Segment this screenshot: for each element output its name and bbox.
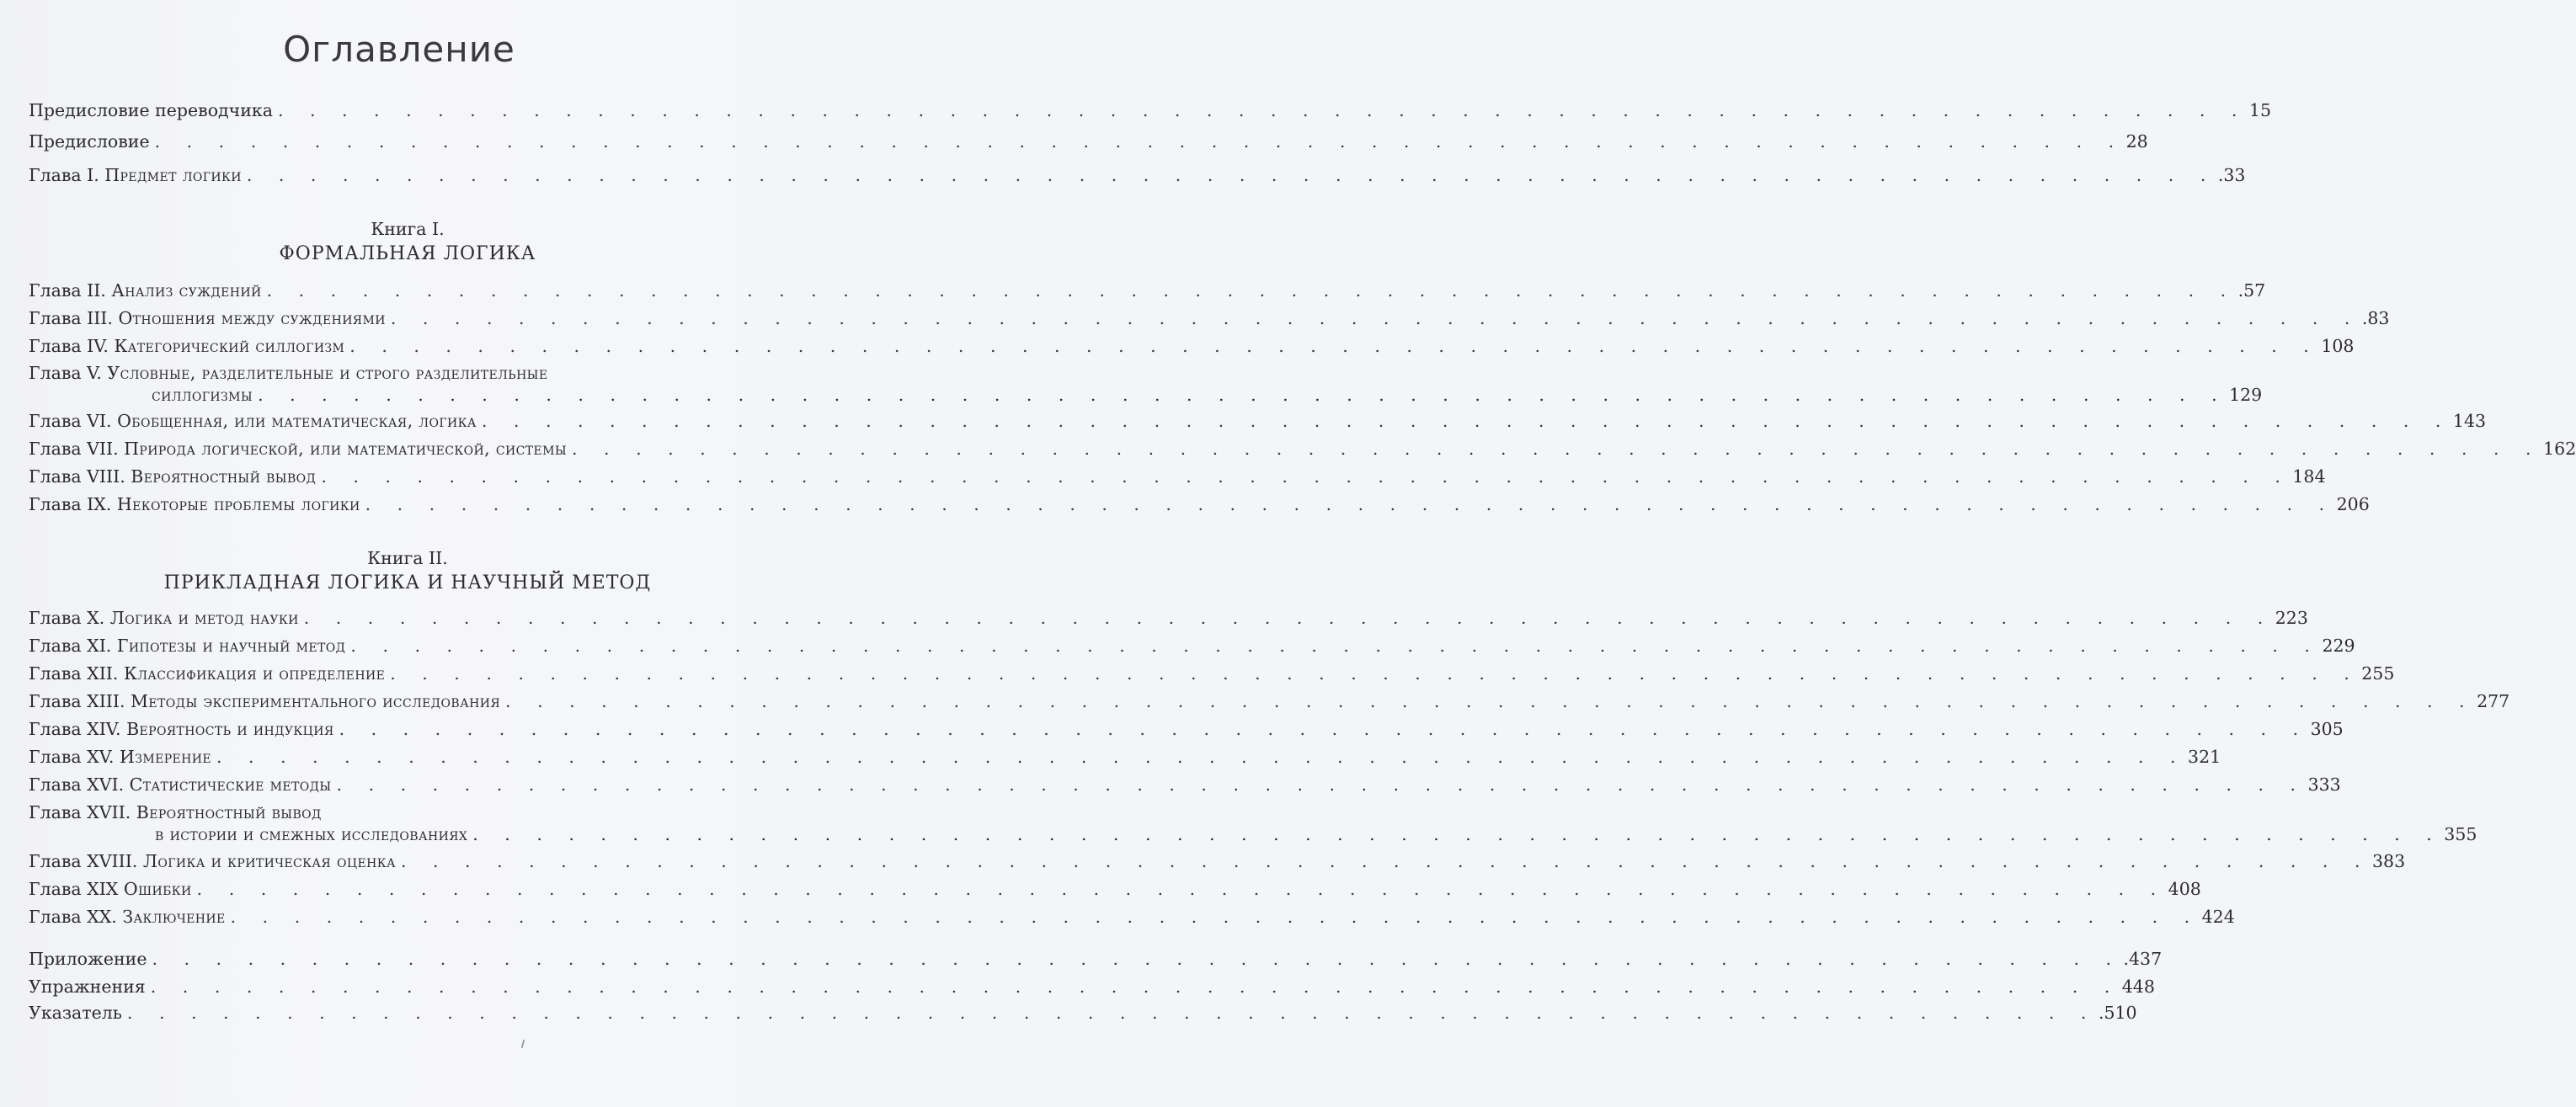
toc-entry-chapter-17[interactable] [29,801,2477,845]
page-number: 383 [2371,851,2406,871]
entry-label: Предисловие переводчика [29,100,273,120]
leader-dots: . . . . . . . . . . . . . . . . . . . . . . . . . . . . . . . . . . . . . . . . . . . . . . . . . . . . . . . . . . . . . . [390,663,2360,684]
entry-label: Приложение [29,949,147,969]
chapter-number: Глава XIII. [29,691,125,711]
book-2-heading [0,546,815,596]
chapter-title: Предмет логики [104,165,242,185]
toc-entry-exercises[interactable] [29,976,2155,998]
leader-dots: . . . . . . . . . . . . . . . . . . . . . . . . . . . . . . . . . . . . . . . . . . . . . . . . . . . . . . . . . . . . . . [481,411,2451,431]
toc-entry-chapter-4[interactable] [29,335,2355,357]
chapter-title: Анализ суждений [111,280,262,301]
chapter-title: Логика и критическая оценка [142,851,396,871]
leader-dots: . . . . . . . . . . . . . . . . . . . . . . . . . . . . . . . . . . . . . . . . . . . . . . . . . . . . . . . . . . . . . . [150,977,2120,997]
page-number: 355 [2444,824,2477,844]
leader-dots: . . . . . . . . . . . . . . . . . . . . . . . . . . . . . . . . . . . . . . . . . . . . . . . . . . . . . . . . . . . . . . [572,439,2542,459]
chapter-title: Обобщенная, или математическая, логика [117,411,477,431]
chapter-title: Вероятностный вывод [136,802,322,822]
leader-dots: . . . . . . . . . . . . . . . . . . . . . . . . . . . . . . . . . . . . . . . . . . . . . . . . . . . . . . . . . . . . . . [266,280,2237,301]
page-number: 321 [2188,747,2221,767]
page-number: 162 [2543,439,2576,459]
chapter-number: Глава XIX [29,879,119,899]
toc-entry-chapter-14[interactable] [29,718,2344,740]
leader-dots: . . . . . . . . . . . . . . . . . . . . . . . . . . . . . . . . . . . . . . . . . . . . . . . . . . . . . . . . . . . . . . [390,308,2360,328]
paper-mark [521,1040,525,1048]
chapter-title-continued: в истории и смежных исследованиях [155,824,468,844]
leader-dots: . . . . . . . . . . . . . . . . . . . . . . . . . . . . . . . . . . . . . . . . . . . . . . . . . . . . . . . . . . . . . . [400,851,2371,871]
chapter-title: Заключение [122,907,226,927]
page-number: 229 [2322,636,2355,656]
chapter-title: Ошибки [123,879,192,899]
toc-entry-chapter-1[interactable] [29,164,2246,186]
page-number: .510 [2098,1003,2137,1023]
toc-entry-chapter-12[interactable] [29,663,2395,684]
leader-dots: . . . . . . . . . . . . . . . . . . . . . . . . . . . . . . . . . . . . . . . . . . . . . . . . . . . . . . . . . . . . . . [350,636,2321,656]
toc-entry-appendix[interactable] [29,948,2163,970]
toc-entry-index[interactable] [29,1002,2137,1024]
page-number: 15 [2248,100,2272,120]
leader-dots: . . . . . . . . . . . . . . . . . . . . . . . . . . . . . . . . . . . . . . . . . . . . . . . . . . . . . . . . . . . . . . [321,466,2291,487]
book-title: ПРИКЛАДНАЯ ЛОГИКА И НАУЧНЫЙ МЕТОД [163,572,652,593]
chapter-title: Отношения между суждениями [118,308,386,328]
toc-entry-chapter-19[interactable] [29,878,2201,900]
chapter-title: Природа логической, или математической, системы [124,439,568,459]
chapter-number: Глава XIV. [29,719,121,739]
page-number: .57 [2237,280,2266,301]
leader-dots: . . . . . . . . . . . . . . . . . . . . . . . . . . . . . . . . . . . . . . . . . . . . . . . . . . . . . . . . . . . . . . [277,100,2248,120]
page-number: .437 [2123,949,2163,969]
toc-entry-chapter-3[interactable] [29,307,2390,329]
leader-dots: . . . . . . . . . . . . . . . . . . . . . . . . . . . . . . . . . . . . . . . . . . . . . . . . . . . . . . . . . . . . . . [339,719,2309,739]
chapter-number: Глава XVII. [29,802,131,822]
chapter-number: Глава II. [29,280,106,301]
leader-dots: . . . . . . . . . . . . . . . . . . . . . . . . . . . . . . . . . . . . . . . . . . . . . . . . . . . . . . . . . . . . . . [216,747,2187,767]
leader-dots: . . . . . . . . . . . . . . . . . . . . . . . . . . . . . . . . . . . . . . . . . . . . . . . . . . . . . . . . . . . . . . [472,824,2443,844]
chapter-number: Глава VII. [29,439,119,459]
page-number: 129 [2229,385,2263,405]
toc-entry-chapter-8[interactable] [29,466,2326,487]
page-number: 255 [2361,663,2395,684]
chapter-number: Глава X. [29,608,105,628]
chapter-number: Глава IX. [29,494,112,514]
entry-label: Упражнения [29,977,146,997]
entry-label: Указатель [29,1003,122,1023]
page-title: Оглавление [283,29,515,70]
chapter-number: Глава III. [29,308,113,328]
toc-entry-translator-preface[interactable] [29,99,2272,121]
chapter-title: Вероятность и индукция [126,719,334,739]
leader-dots: . . . . . . . . . . . . . . . . . . . . . . . . . . . . . . . . . . . . . . . . . . . . . . . . . . . . . . . . . . . . . . [505,691,2476,711]
page-number: 277 [2477,691,2510,711]
toc-entry-chapter-13[interactable] [29,690,2510,712]
chapter-number: Глава I. [29,165,99,185]
chapter-title: Измерение [119,747,212,767]
toc-entry-chapter-5[interactable] [29,362,2263,406]
toc-entry-preface[interactable] [29,130,2148,152]
toc-entry-chapter-16[interactable] [29,774,2341,796]
page-number: 424 [2201,907,2235,927]
chapter-title: Логика и метод науки [109,608,299,628]
chapter-title: Классификация и определение [123,663,386,684]
chapter-number: Глава IV. [29,336,109,356]
page-number: 333 [2307,774,2341,795]
chapter-number: Глава XVIII. [29,851,138,871]
leader-dots: . . . . . . . . . . . . . . . . . . . . . . . . . . . . . . . . . . . . . . . . . . . . . . . . . . . . . . . . . . . . . . [365,494,2335,514]
toc-entry-chapter-7[interactable] [29,438,2576,460]
toc-entry-chapter-6[interactable] [29,410,2487,432]
page-number: 206 [2336,494,2370,514]
page-number: .33 [2217,165,2246,185]
chapter-title: Методы экспериментального исследования [131,691,501,711]
page-number: 223 [2275,608,2308,628]
toc-entry-chapter-20[interactable] [29,906,2235,928]
leader-dots: . . . . . . . . . . . . . . . . . . . . . . . . . . . . . . . . . . . . . . . . . . . . . . . . . . . . . . . . . . . . . . [303,608,2274,628]
chapter-number: Глава XV. [29,747,115,767]
toc-entry-chapter-11[interactable] [29,635,2355,657]
toc-entry-chapter-2[interactable] [29,279,2266,301]
page-number: 108 [2321,336,2355,356]
chapter-number: Глава XVI. [29,774,125,795]
page-number: 448 [2121,977,2155,997]
entry-label: Предисловие [29,131,150,152]
chapter-number: Глава V. [29,363,102,383]
chapter-title-continued: силлогизмы [152,385,253,405]
page-number: 408 [2168,879,2201,899]
book-label: Книга II. [367,548,448,568]
toc-entry-chapter-10[interactable] [29,607,2308,629]
leader-dots: . . . . . . . . . . . . . . . . . . . . . . . . . . . . . . . . . . . . . . . . . . . . . . . . . . . . . . . . . . . . . . [246,165,2216,185]
leader-dots: . . . . . . . . . . . . . . . . . . . . . . . . . . . . . . . . . . . . . . . . . . . . . . . . . . . . . . . . . . . . . . [196,879,2167,899]
chapter-title: Категорический силлогизм [114,336,345,356]
leader-dots: . . . . . . . . . . . . . . . . . . . . . . . . . . . . . . . . . . . . . . . . . . . . . . . . . . . . . . . . . . . . . . [154,131,2125,152]
page-number: .83 [2361,308,2390,328]
toc-entry-chapter-9[interactable] [29,493,2370,515]
page-number: 28 [2125,131,2148,152]
leader-dots: . . . . . . . . . . . . . . . . . . . . . . . . . . . . . . . . . . . . . . . . . . . . . . . . . . . . . . . . . . . . . . [152,949,2122,969]
chapter-number: Глава XII. [29,663,119,684]
chapter-number: Глава XX. [29,907,117,927]
book-title: ФОРМАЛЬНАЯ ЛОГИКА [279,243,536,264]
toc-entry-chapter-18[interactable] [29,850,2406,872]
page-number: 305 [2310,719,2344,739]
leader-dots: . . . . . . . . . . . . . . . . . . . . . . . . . . . . . . . . . . . . . . . . . . . . . . . . . . . . . . . . . . . . . . [349,336,2320,356]
chapter-title: Гипотезы и научный метод [116,636,346,656]
toc-entry-chapter-15[interactable] [29,746,2221,768]
chapter-number: Глава VI. [29,411,112,431]
page-number: 184 [2292,466,2326,487]
leader-dots: . . . . . . . . . . . . . . . . . . . . . . . . . . . . . . . . . . . . . . . . . . . . . . . . . . . . . . . . . . . . . . [336,774,2307,795]
book-1-heading [0,216,815,267]
chapter-title: Вероятностный вывод [131,466,317,487]
book-label: Книга I. [371,219,445,239]
page-number: 143 [2452,411,2487,431]
leader-dots: . . . . . . . . . . . . . . . . . . . . . . . . . . . . . . . . . . . . . . . . . . . . . . . . . . . . . . . . . . . . . . [258,385,2228,405]
chapter-number: Глава VIII. [29,466,125,487]
chapter-title: Статистические методы [129,774,332,795]
chapter-number: Глава XI. [29,636,112,656]
chapter-title: Некоторые проблемы логики [116,494,360,514]
leader-dots: . . . . . . . . . . . . . . . . . . . . . . . . . . . . . . . . . . . . . . . . . . . . . . . . . . . . . . . . . . . . . . [230,907,2200,927]
leader-dots: . . . . . . . . . . . . . . . . . . . . . . . . . . . . . . . . . . . . . . . . . . . . . . . . . . . . . . . . . . . . . . [126,1003,2097,1023]
chapter-title: Условные, разделительные и строго разделительные [107,363,548,383]
